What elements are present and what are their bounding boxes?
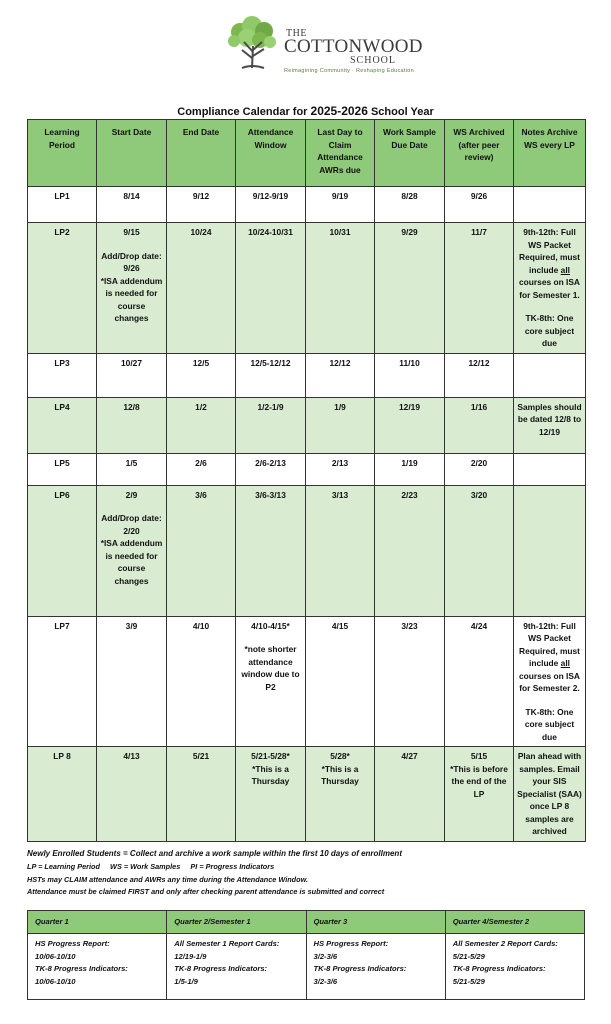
add-drop-label: Add/Drop date: (101, 513, 162, 523)
notes-tk8: TK-8th: One core subject due (524, 706, 575, 742)
cell-start: 4/13 (97, 747, 167, 842)
q1-line-4: 10/06-10/10 (35, 976, 76, 986)
notes-hs-underline: all (560, 264, 570, 275)
logo-name: COTTONWOOD (284, 36, 423, 57)
col-header-attendance-window: Attendance Window (236, 120, 306, 187)
cell-claim: 3/13 (306, 485, 375, 616)
col-header-notes: Notes Archive WS every LP (514, 120, 586, 187)
cell-archived: 12/12 (445, 353, 514, 397)
col-header-ws-due: Work Sample Due Date (375, 120, 445, 187)
cell-notes (514, 223, 586, 354)
cell-end: 4/10 (167, 616, 236, 747)
cell-notes: Plan ahead with samples. Email your SIS Specialist (SAA) once LP 8 samples are archived (514, 747, 586, 842)
quarter-2-cell (167, 934, 306, 1000)
cell-ws-due: 11/10 (375, 353, 445, 397)
notes-hs-underline: all (560, 658, 570, 668)
cell-lp: LP5 (28, 453, 97, 485)
q1-line-2: 10/06-10/10 (35, 951, 76, 961)
cell-ws-due: 8/28 (375, 187, 445, 223)
logo-the: THE (286, 28, 307, 39)
q4-line-4: 5/21-5/29 (452, 976, 485, 986)
cell-end: 2/6 (167, 453, 236, 485)
cell-archived: 11/7 (445, 223, 514, 354)
start-date: 9/15 (123, 227, 140, 237)
note-new-students: Newly Enrolled Students = Collect and archive a work sample within the first 10 days of enrollment (27, 849, 402, 858)
cell-start (97, 485, 167, 616)
q4-line-3: TK-8 Progress Indicators: (452, 964, 546, 973)
cell-claim: 9/19 (306, 187, 375, 223)
q2-line-2: 12/19-1/9 (174, 951, 207, 961)
q4-line-1: All Semester 2 Report Cards: (452, 939, 558, 948)
cell-start: 10/27 (97, 353, 167, 397)
cell-notes (514, 485, 586, 616)
tree-icon (222, 16, 284, 72)
cell-archived: 3/20 (445, 485, 514, 616)
cell-end: 12/5 (167, 353, 236, 397)
add-drop-date: 2/20 (123, 525, 140, 536)
footer-notes (27, 848, 587, 899)
cell-claim: 4/15 (306, 616, 375, 747)
cell-window: 2/6-2/13 (236, 453, 306, 485)
cell-end: 1/2 (167, 397, 236, 453)
q2-line-1: All Semester 1 Report Cards: (174, 939, 280, 948)
table-row (28, 353, 586, 397)
cell-notes (514, 616, 586, 747)
cell-window: 10/24-10/31 (236, 223, 306, 354)
cell-end: 9/12 (167, 187, 236, 223)
q3-line-4: 3/2-3/6 (313, 976, 338, 986)
table-row (28, 747, 586, 842)
notes-tk8: TK-8th: One core subject due (524, 313, 575, 348)
notes-hs-2: courses on ISA for Semester 2. (519, 670, 580, 693)
logo-school: SCHOOL (350, 55, 397, 66)
cell-start (97, 223, 167, 354)
q2-line-4: 1/5-1/9 (174, 976, 198, 986)
cell-archived: 9/26 (445, 187, 514, 223)
cell-archived: 4/24 (445, 616, 514, 747)
window-date: 4/10-4/15* (251, 620, 290, 631)
cell-archived: 2/20 (445, 453, 514, 485)
cell-claim: 10/31 (306, 223, 375, 354)
cell-lp: LP 8 (28, 747, 97, 842)
q3-line-1: HS Progress Report: (313, 939, 389, 948)
cell-notes (514, 453, 586, 485)
note-claim-window: HSTs may CLAIM attendance and AWRs any time during the Attendance Window. (27, 874, 309, 884)
school-logo (222, 16, 422, 72)
q3-line-2: 3/2-3/6 (313, 951, 338, 961)
q2-line-3: TK-8 Progress Indicators: (174, 964, 268, 973)
quarter-1-cell (28, 934, 167, 1000)
col-header-end-date: End Date (167, 120, 236, 187)
cell-claim: 1/9 (306, 397, 375, 453)
cell-window: 3/6-3/13 (236, 485, 306, 616)
cell-ws-due: 12/19 (375, 397, 445, 453)
cell-end: 10/24 (167, 223, 236, 354)
cell-notes: Samples should be dated 12/8 to 12/19 (514, 397, 586, 453)
cell-ws-due: 2/23 (375, 485, 445, 616)
notes-hs-1: 9th-12th: Full WS Packet Required, must include (519, 227, 580, 275)
col-header-start-date: Start Date (97, 120, 167, 187)
archived-note: *This is before the end of the LP (450, 763, 508, 799)
cell-claim: 2/13 (306, 453, 375, 485)
compliance-table (27, 119, 586, 842)
isa-note: *ISA addendum is needed for course changes (100, 538, 163, 586)
table-header-row (28, 120, 586, 187)
cell-start: 8/14 (97, 187, 167, 223)
calendar-title (0, 104, 611, 118)
add-drop-date: 9/26 (123, 263, 140, 273)
cell-end: 3/6 (167, 485, 236, 616)
quarter-3-header: Quarter 3 (306, 911, 445, 934)
table-row (28, 453, 586, 485)
cell-ws-due: 3/23 (375, 616, 445, 747)
col-header-ws-archived: WS Archived (after peer review) (445, 120, 514, 187)
cell-lp: LP6 (28, 485, 97, 616)
cell-end: 5/21 (167, 747, 236, 842)
cell-start: 3/9 (97, 616, 167, 747)
note-legend: LP = Learning Period WS = Work Samples PI = Progress Indicators (27, 861, 275, 871)
cell-start: 12/8 (97, 397, 167, 453)
table-row (28, 223, 586, 354)
cell-window: 1/2-1/9 (236, 397, 306, 453)
note-attendance-first: Attendance must be claimed FIRST and only after checking parent attendance is submitted and correct (27, 887, 385, 897)
notes-hs-2: courses on ISA for Semester 1. (519, 277, 580, 300)
q1-line-1: HS Progress Report: (35, 939, 110, 948)
cell-claim: 12/12 (306, 353, 375, 397)
cell-lp: LP3 (28, 353, 97, 397)
cell-lp: LP2 (28, 223, 97, 354)
col-header-last-day-claim: Last Day to Claim Attendance AWRs due (306, 120, 375, 187)
q1-line-3: TK-8 Progress Indicators: (35, 964, 128, 973)
logo-tagline: Reimagining Community · Reshaping Education (284, 68, 414, 74)
quarter-3-cell (306, 934, 445, 1000)
cell-ws-due: 1/19 (375, 453, 445, 485)
title-year: 2025-2026 (310, 104, 368, 118)
start-date: 2/9 (125, 489, 138, 500)
title-prefix: Compliance Calendar for (177, 106, 311, 118)
q4-line-2: 5/21-5/29 (452, 951, 485, 961)
cell-lp: LP4 (28, 397, 97, 453)
window-note: *This is a Thursday (251, 763, 290, 786)
cell-window (236, 747, 306, 842)
cell-lp: LP7 (28, 616, 97, 747)
window-date: 5/21-5/28* (251, 751, 290, 761)
isa-note: *ISA addendum is needed for course changes (100, 275, 163, 323)
cell-lp: LP1 (28, 187, 97, 223)
title-suffix: School Year (367, 106, 434, 118)
table-row (28, 485, 586, 616)
quarter-table (27, 910, 585, 1000)
quarter-header-row (28, 911, 585, 934)
cell-window (236, 616, 306, 747)
cell-window: 12/5-12/12 (236, 353, 306, 397)
cell-archived (445, 747, 514, 842)
quarter-2-header: Quarter 2/Semester 1 (167, 911, 306, 934)
quarter-4-header: Quarter 4/Semester 2 (445, 911, 584, 934)
table-row (28, 187, 586, 223)
table-row (28, 616, 586, 747)
cell-notes (514, 187, 586, 223)
cell-notes (514, 353, 586, 397)
cell-archived: 1/16 (445, 397, 514, 453)
notes-hs-1: 9th-12th: Full WS Packet Required, must include (519, 620, 580, 668)
archived-date: 5/15 (470, 751, 488, 761)
table-row (28, 397, 586, 453)
claim-date: 5/28* (330, 751, 350, 761)
q3-line-3: TK-8 Progress Indicators: (313, 964, 407, 973)
cell-claim (306, 747, 375, 842)
cell-window: 9/12-9/19 (236, 187, 306, 223)
quarter-4-cell (445, 934, 584, 1000)
cell-ws-due: 4/27 (375, 747, 445, 842)
cell-ws-due: 9/29 (375, 223, 445, 354)
add-drop-label: Add/Drop date: (101, 250, 162, 261)
window-note: *note shorter attendance window due to P2 (241, 644, 300, 692)
col-header-learning-period: Learning Period (28, 120, 97, 187)
claim-note: *This is a Thursday (321, 763, 359, 786)
cell-start: 1/5 (97, 453, 167, 485)
quarter-1-header: Quarter 1 (28, 911, 167, 934)
quarter-body-row (28, 934, 585, 1000)
